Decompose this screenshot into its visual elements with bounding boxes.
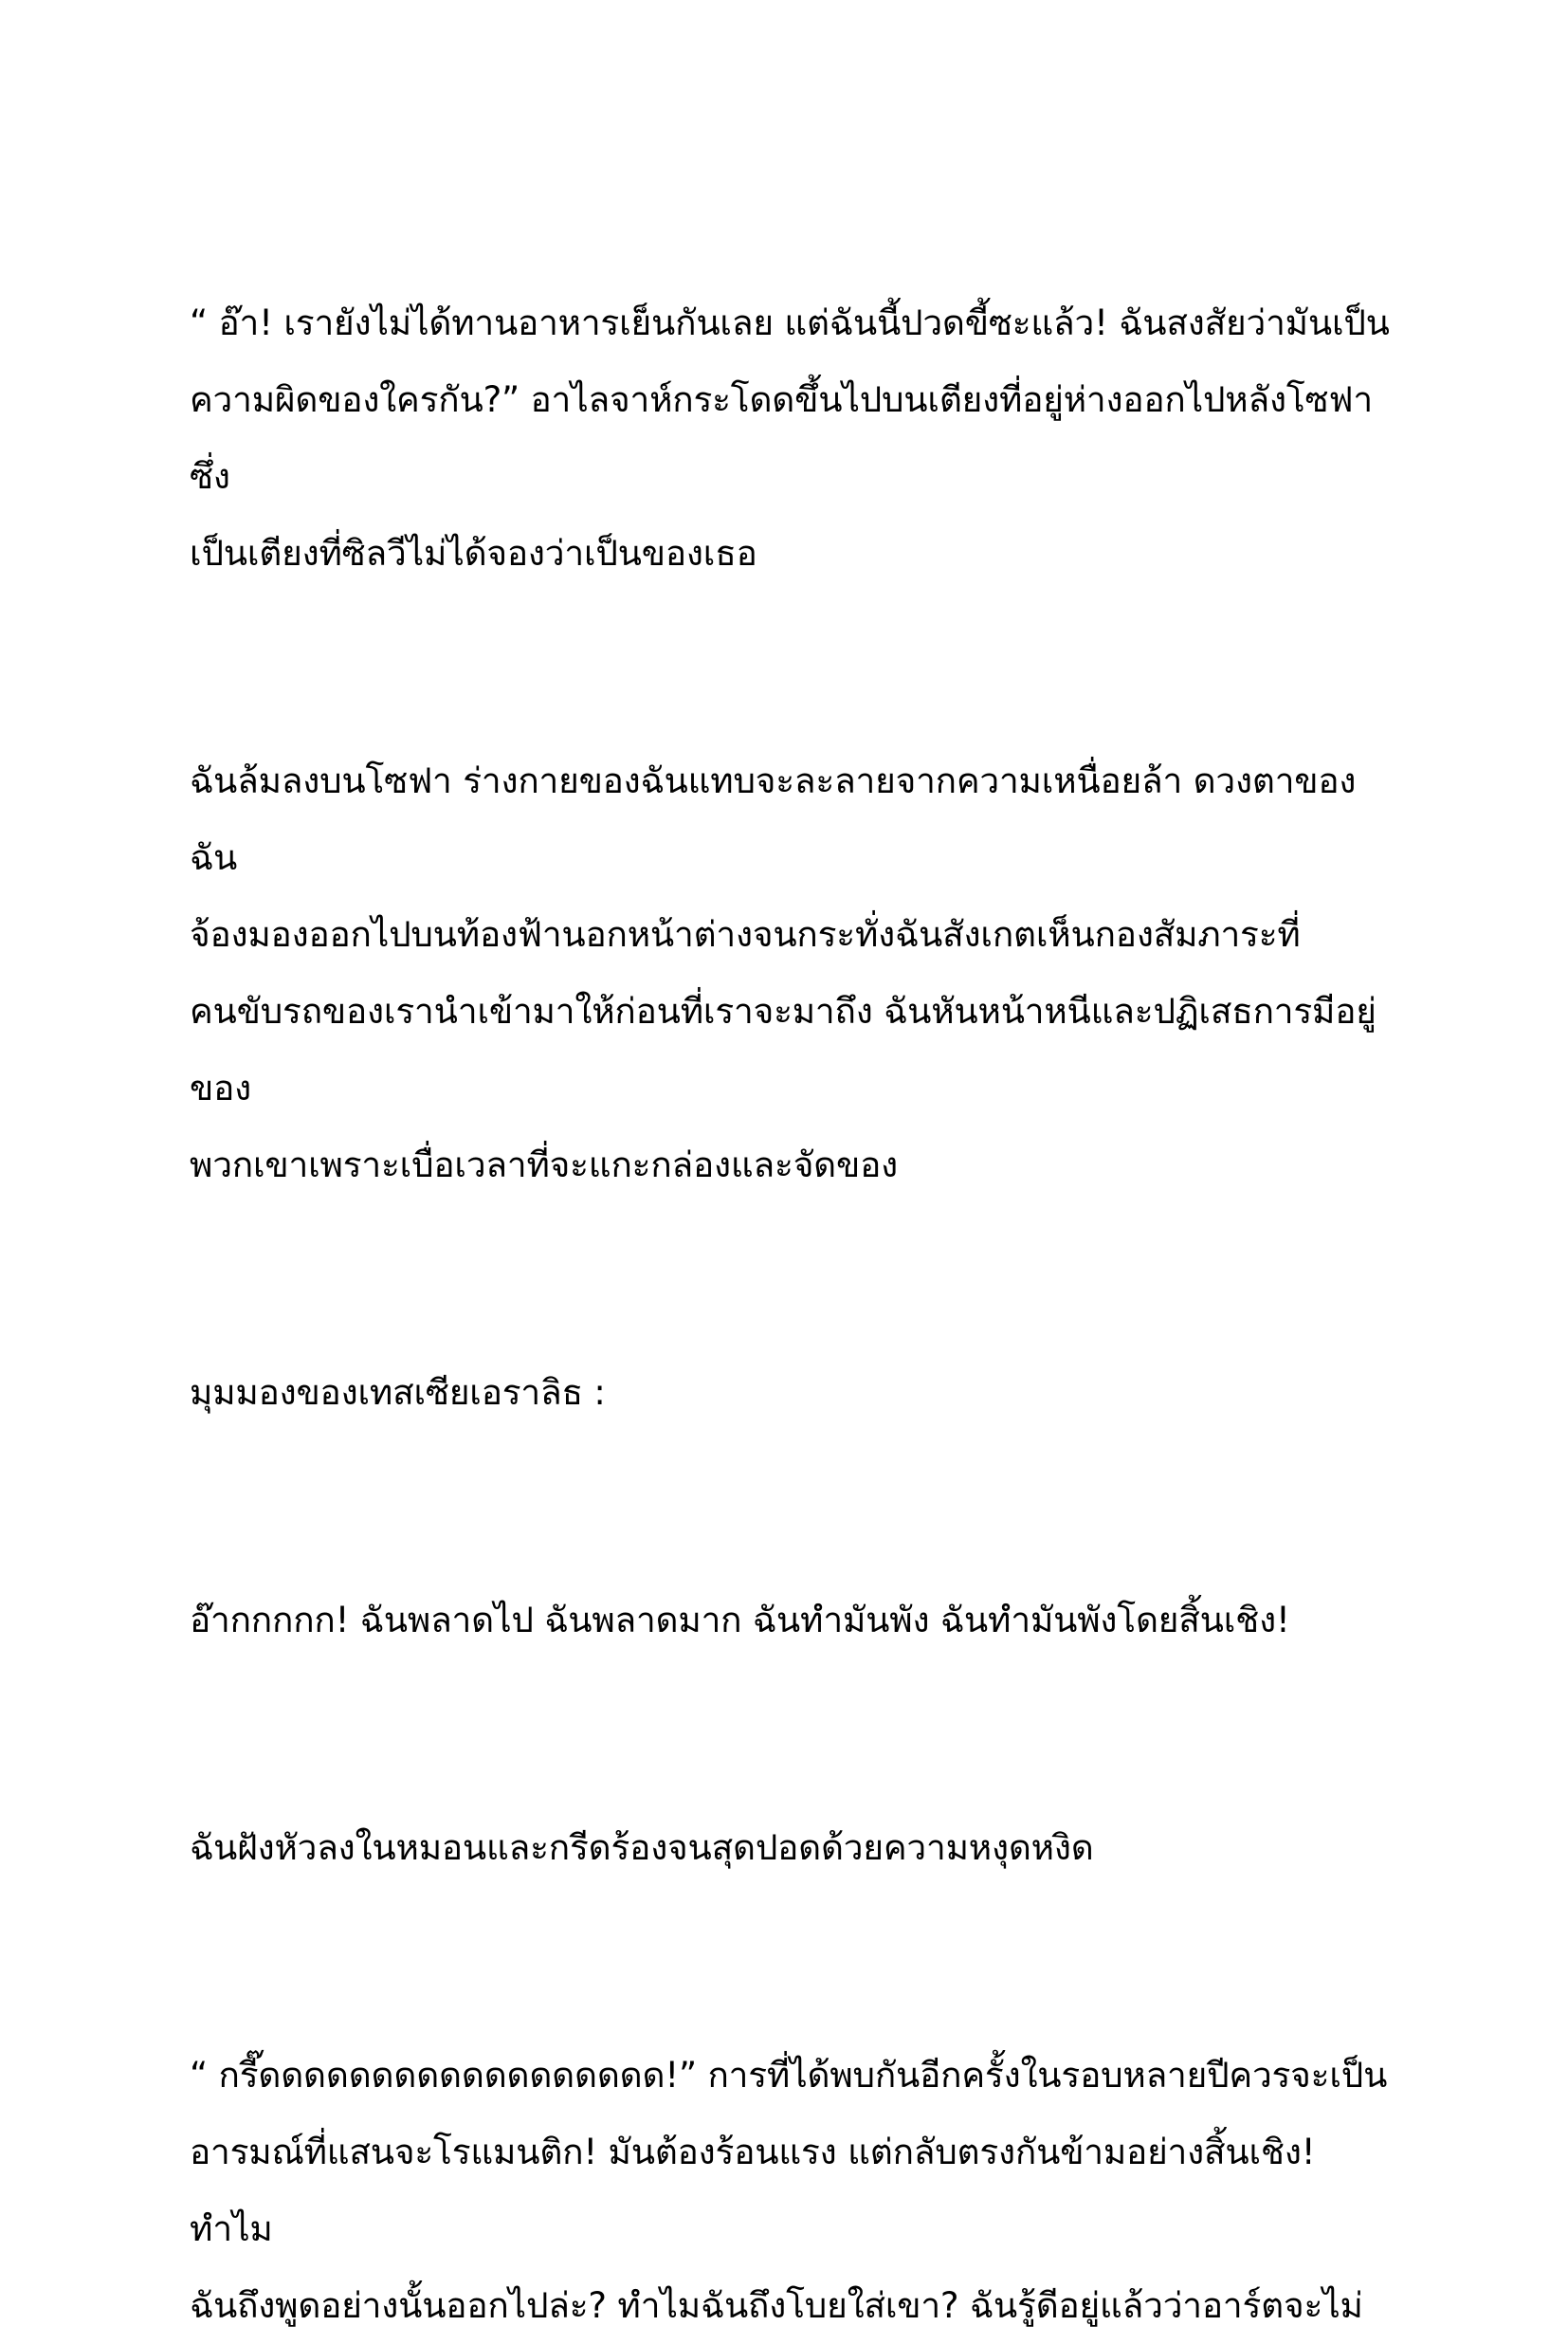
paragraph-4-line-1: อ๊ากกกกก! ฉันพลาดไป ฉันพลาดมาก ฉันทำมันพัง ฉันทำมันพังโดยสิ้นเชิง! bbox=[190, 1600, 1290, 1640]
paragraph-2-line-1: ฉันล้มลงบนโซฟา ร่างกายของฉันแทบจะละลายจากความเหนื่อยล้า ดวงตาของฉัน bbox=[190, 760, 1357, 878]
paragraph-gap bbox=[190, 1886, 1403, 2037]
paragraph-2 bbox=[190, 742, 1403, 1203]
paragraph-2-line-3: คนขับรถของเรานำเข้ามาให้ก่อนที่เราจะมาถึง ฉันหันหน้าหนีและปฏิเสธการมีอยู่ของ bbox=[190, 991, 1377, 1108]
paragraph-2-line-4: พวกเขาเพราะเบื่อเวลาที่จะแกะกล่องและจัดของ bbox=[190, 1145, 898, 1185]
paragraph-6-line-2: อารมณ์ที่แสนจะโรแมนติก! มันต้องร้อนแรง แต่กลับตรงกันข้ามอย่างสิ้นเชิง! ทำไม bbox=[190, 2132, 1316, 2249]
document-body bbox=[190, 284, 1403, 2344]
paragraph-gap bbox=[190, 1658, 1403, 1809]
paragraph-5 bbox=[190, 1809, 1403, 1886]
paragraph-gap bbox=[190, 1203, 1403, 1354]
paragraph-gap bbox=[190, 1431, 1403, 1582]
pov-heading-text: มุมมองของเทสเซียเอราลิธ : bbox=[190, 1372, 606, 1413]
paragraph-3-pov-heading bbox=[190, 1354, 1403, 1431]
paragraph-1 bbox=[190, 284, 1403, 592]
paragraph-6-line-1: “ กรี๊ดดดดดดดดดดดดดดดดดด!” การที่ได้พบกันอีกครั้งในรอบหลายปีควรจะเป็น bbox=[190, 2055, 1388, 2096]
paragraph-4 bbox=[190, 1582, 1403, 1658]
paragraph-gap bbox=[190, 592, 1403, 742]
paragraph-1-line-3: เป็นเตียงที่ซิลวีไม่ได้จองว่าเป็นของเธอ bbox=[190, 533, 757, 574]
paragraph-6-line-3: ฉันถึงพูดอย่างนั้นออกไปล่ะ? ทำไมฉันถึงโบยใส่เขา? ฉันรู้ดีอยู่แล้วว่าอาร์ตจะไม่ bbox=[190, 2285, 1363, 2326]
paragraph-2-line-2: จ้องมองออกไปบนท้องฟ้านอกหน้าต่างจนกระทั่งฉันสังเกตเห็นกองสัมภาระที่ bbox=[190, 914, 1301, 955]
paragraph-5-line-1: ฉันฝังหัวลงในหมอนและกรีดร้องจนสุดปอดด้วยความหงุดหงิด bbox=[190, 1827, 1094, 1868]
paragraph-6 bbox=[190, 2037, 1403, 2344]
paragraph-1-line-1: “ อ๊า! เรายังไม่ได้ทานอาหารเย็นกันเลย แต่ฉันนี้ปวดขี้ซะแล้ว! ฉันสงสัยว่ามันเป็น bbox=[190, 302, 1390, 343]
paragraph-1-line-2: ความผิดของใครกัน?” อาไลจาห์กระโดดขึ้นไปบนเตียงที่อยู่ห่างออกไปหลังโซฟาซึ่ง bbox=[190, 379, 1373, 497]
